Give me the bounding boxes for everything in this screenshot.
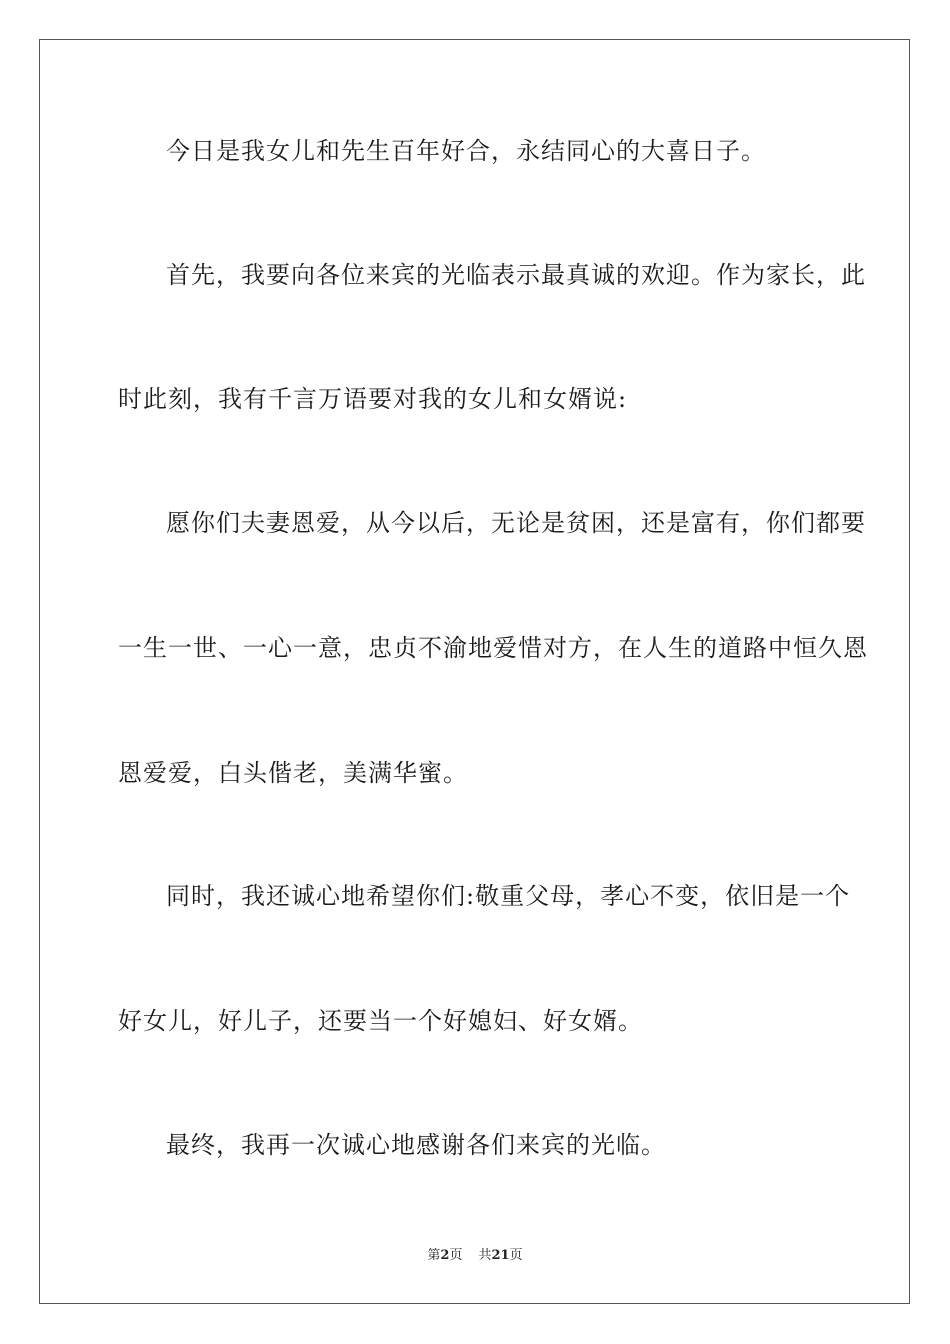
total-prefix: 共	[478, 1248, 492, 1263]
page-footer	[0, 1247, 950, 1265]
page-number: 2	[440, 1248, 450, 1263]
paragraph-line: 一生一世、一心一意，忠贞不渝地爱惜对方，在人生的道路中恒久恩	[118, 634, 868, 662]
page-prefix: 第	[427, 1248, 441, 1263]
paragraph-line: 同时，我还诚心地希望你们:敬重父母，孝心不变，依旧是一个	[166, 882, 851, 910]
paragraph-line: 时此刻，我有千言万语要对我的女儿和女婿说:	[118, 385, 628, 413]
page-suffix: 页	[449, 1248, 463, 1263]
total-suffix: 页	[509, 1248, 523, 1263]
paragraph-line: 愿你们夫妻恩爱，从今以后，无论是贫困，还是富有，你们都要	[166, 509, 866, 537]
paragraph-line: 最终，我再一次诚心地感谢各们来宾的光临。	[166, 1131, 666, 1159]
total-pages: 21	[491, 1248, 510, 1263]
paragraph-line: 好女儿，好儿子，还要当一个好媳妇、好女婿。	[118, 1007, 643, 1035]
paragraph-line: 今日是我女儿和先生百年好合，永结同心的大喜日子。	[166, 137, 766, 165]
paragraph-line: 首先，我要向各位来宾的光临表示最真诚的欢迎。作为家长，此	[166, 261, 866, 289]
page-border	[39, 39, 910, 1304]
paragraph-line: 恩爱爱，白头偕老，美满华蜜。	[118, 759, 468, 787]
